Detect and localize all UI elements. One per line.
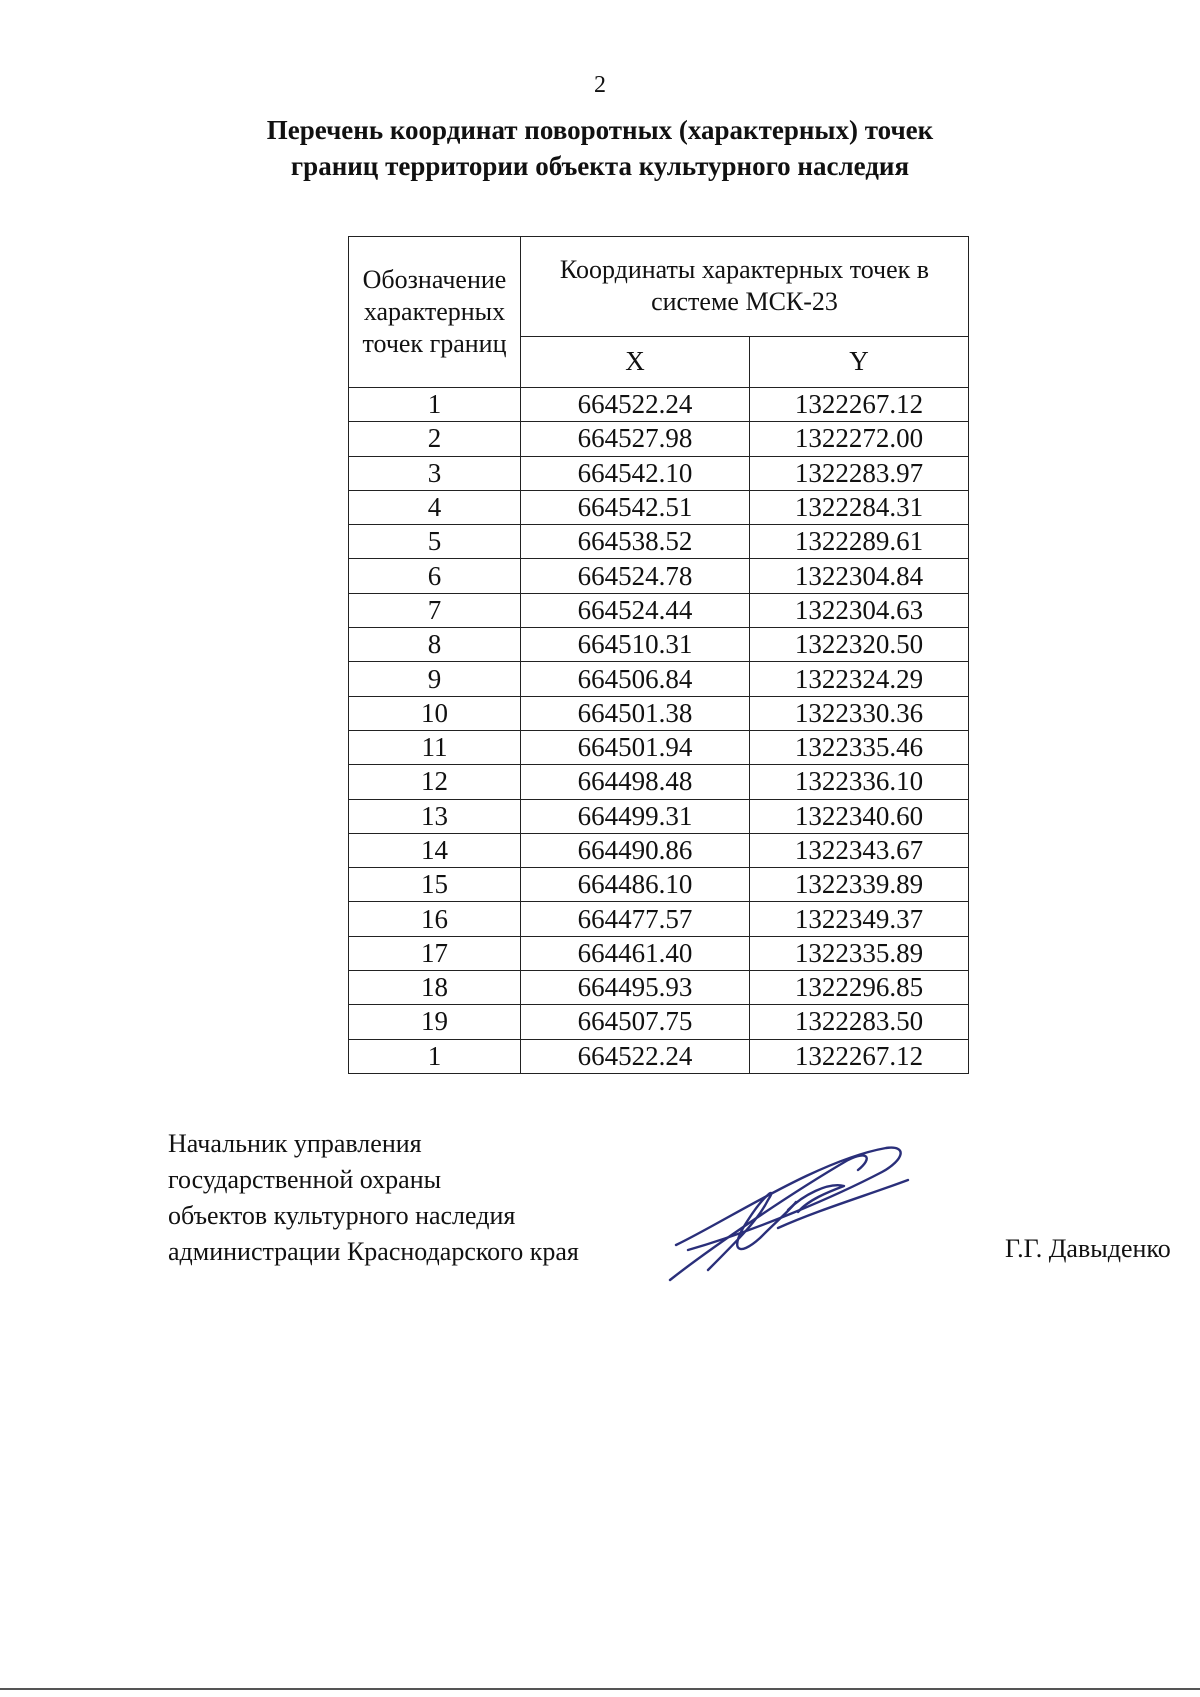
table-row: [349, 902, 969, 936]
point-number-cell: 12: [349, 765, 521, 799]
table-row: [349, 765, 969, 799]
y-coordinate-cell: 1322335.89: [750, 936, 969, 970]
point-number-cell: 9: [349, 662, 521, 696]
table-row: [349, 559, 969, 593]
point-number-cell: 7: [349, 593, 521, 627]
x-coordinate-cell: 664522.24: [521, 1039, 750, 1073]
x-coordinate-cell: 664501.38: [521, 696, 750, 730]
header-designation: Обозначение характерных точек границ: [349, 237, 521, 388]
page-number: 2: [594, 72, 606, 98]
table-row: [349, 456, 969, 490]
x-coordinate-cell: 664498.48: [521, 765, 750, 799]
point-number-cell: 1: [349, 388, 521, 422]
y-coordinate-cell: 1322330.36: [750, 696, 969, 730]
table-row: [349, 971, 969, 1005]
x-coordinate-cell: 664495.93: [521, 971, 750, 1005]
table-row: [349, 525, 969, 559]
table-row: [349, 388, 969, 422]
signatory-position: [168, 1126, 579, 1270]
y-coordinate-cell: 1322272.00: [750, 422, 969, 456]
table-row: [349, 593, 969, 627]
x-coordinate-cell: 664524.44: [521, 593, 750, 627]
y-coordinate-cell: 1322336.10: [750, 765, 969, 799]
y-coordinate-cell: 1322343.67: [750, 833, 969, 867]
point-number-cell: 14: [349, 833, 521, 867]
header-coordinates: Координаты характерных точек в системе МСК-23: [521, 237, 969, 337]
document-title: [0, 112, 1200, 184]
table-row: [349, 1039, 969, 1073]
point-number-cell: 19: [349, 1005, 521, 1039]
y-coordinate-cell: 1322339.89: [750, 868, 969, 902]
position-line: государственной охраны: [168, 1165, 442, 1194]
y-coordinate-cell: 1322340.60: [750, 799, 969, 833]
x-coordinate-cell: 664490.86: [521, 833, 750, 867]
x-coordinate-cell: 664510.31: [521, 628, 750, 662]
y-coordinate-cell: 1322320.50: [750, 628, 969, 662]
point-number-cell: 4: [349, 490, 521, 524]
point-number-cell: 6: [349, 559, 521, 593]
point-number-cell: 2: [349, 422, 521, 456]
point-number-cell: 17: [349, 936, 521, 970]
table-row: [349, 628, 969, 662]
position-line: администрации Краснодарского края: [168, 1237, 579, 1266]
x-coordinate-cell: 664542.51: [521, 490, 750, 524]
point-number-cell: 3: [349, 456, 521, 490]
signer-name: Г.Г. Давыденко: [1005, 1234, 1171, 1263]
point-number-cell: 8: [349, 628, 521, 662]
point-number-cell: 5: [349, 525, 521, 559]
y-coordinate-cell: 1322335.46: [750, 730, 969, 764]
point-number-cell: 16: [349, 902, 521, 936]
table-row: [349, 799, 969, 833]
title-line-2: границ территории объекта культурного наследия: [290, 151, 910, 181]
x-coordinate-cell: 664477.57: [521, 902, 750, 936]
x-coordinate-cell: 664538.52: [521, 525, 750, 559]
y-coordinate-cell: 1322304.84: [750, 559, 969, 593]
point-number-cell: 18: [349, 971, 521, 1005]
x-coordinate-cell: 664486.10: [521, 868, 750, 902]
table-row: [349, 662, 969, 696]
y-coordinate-cell: 1322283.50: [750, 1005, 969, 1039]
point-number-cell: 1: [349, 1039, 521, 1073]
y-coordinate-cell: 1322296.85: [750, 971, 969, 1005]
x-coordinate-cell: 664461.40: [521, 936, 750, 970]
x-coordinate-cell: 664501.94: [521, 730, 750, 764]
y-coordinate-cell: 1322267.12: [750, 1039, 969, 1073]
table-row: [349, 1005, 969, 1039]
table-row: [349, 730, 969, 764]
y-coordinate-cell: 1322324.29: [750, 662, 969, 696]
handwritten-signature: [668, 1140, 928, 1290]
table-row: [349, 833, 969, 867]
position-line: Начальник управления: [168, 1129, 422, 1158]
y-coordinate-cell: 1322283.97: [750, 456, 969, 490]
title-line-1: Перечень координат поворотных (характерных) точек: [266, 115, 934, 145]
bottom-rule: [0, 1688, 1200, 1690]
x-coordinate-cell: 664542.10: [521, 456, 750, 490]
y-coordinate-cell: 1322284.31: [750, 490, 969, 524]
y-coordinate-cell: 1322289.61: [750, 525, 969, 559]
point-number-cell: 13: [349, 799, 521, 833]
table-row: [349, 868, 969, 902]
table-row: [349, 490, 969, 524]
position-line: объектов культурного наследия: [168, 1201, 516, 1230]
y-coordinate-cell: 1322349.37: [750, 902, 969, 936]
table-row: [349, 422, 969, 456]
y-coordinate-cell: 1322267.12: [750, 388, 969, 422]
point-number-cell: 10: [349, 696, 521, 730]
table-row: [349, 936, 969, 970]
header-y: Y: [750, 336, 969, 387]
header-x: X: [521, 336, 750, 387]
x-coordinate-cell: 664499.31: [521, 799, 750, 833]
y-coordinate-cell: 1322304.63: [750, 593, 969, 627]
x-coordinate-cell: 664522.24: [521, 388, 750, 422]
x-coordinate-cell: 664506.84: [521, 662, 750, 696]
table-body: [349, 388, 969, 1074]
table-row: [349, 696, 969, 730]
x-coordinate-cell: 664524.78: [521, 559, 750, 593]
point-number-cell: 15: [349, 868, 521, 902]
point-number-cell: 11: [349, 730, 521, 764]
x-coordinate-cell: 664507.75: [521, 1005, 750, 1039]
x-coordinate-cell: 664527.98: [521, 422, 750, 456]
coordinates-table: [348, 236, 969, 1074]
